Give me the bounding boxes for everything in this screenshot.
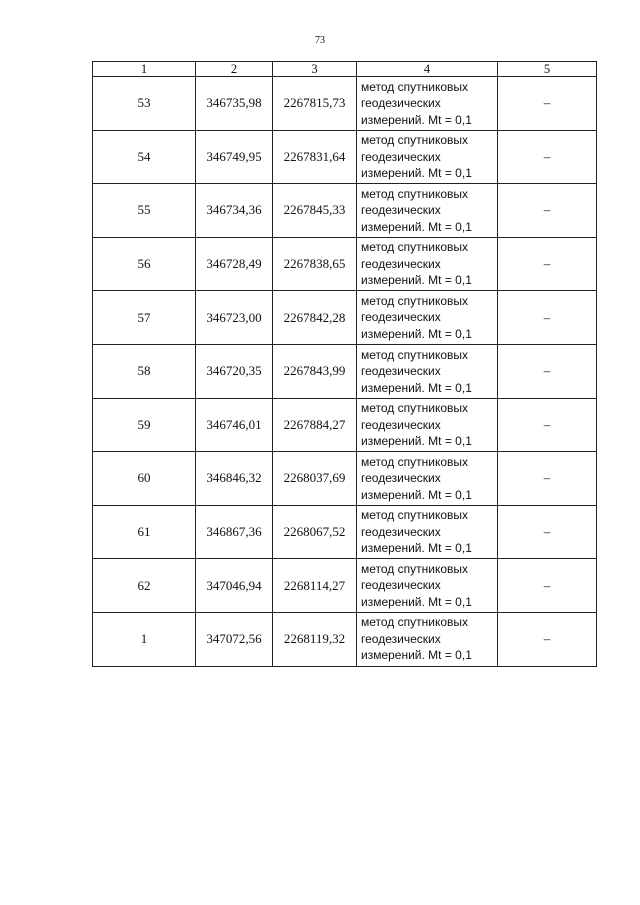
coordinate-y: 2267815,73 [273,77,357,131]
method-cell [357,77,498,131]
method-line-1: метод спутниковых [361,293,469,308]
note-cell: – [498,505,597,559]
method-line-1: метод спутниковых [361,186,469,201]
method-line-3: измерений. Mt = 0,1 [361,326,472,341]
page-number: 73 [315,35,325,46]
method-cell [357,291,498,345]
method-cell [357,184,498,238]
method-cell [357,612,498,666]
header-col-5: 5 [498,62,597,77]
table-row [93,184,597,238]
method-line-1: метод спутниковых [361,615,469,630]
table-header-row [93,62,597,77]
method-cell [357,452,498,506]
table-row [93,291,597,345]
method-line-2: геодезических [361,578,441,593]
method-line-2: геодезических [361,524,441,539]
coordinate-x: 346749,95 [196,130,273,184]
point-number: 62 [93,559,196,613]
method-line-3: измерений. Mt = 0,1 [361,219,472,234]
method-line-3: измерений. Mt = 0,1 [361,487,472,502]
coordinate-x: 347072,56 [196,612,273,666]
table-row [93,612,597,666]
table-row [93,237,597,291]
note-cell: – [498,130,597,184]
table-row [93,130,597,184]
note-cell: – [498,559,597,613]
method-line-2: геодезических [361,310,441,325]
method-line-3: измерений. Mt = 0,1 [361,380,472,395]
point-number: 54 [93,130,196,184]
coordinate-y: 2267843,99 [273,344,357,398]
note-cell: – [498,452,597,506]
point-number: 59 [93,398,196,452]
table-row [93,398,597,452]
note-cell: – [498,344,597,398]
coordinate-x: 346735,98 [196,77,273,131]
coordinate-y: 2268067,52 [273,505,357,559]
coordinate-y: 2267838,65 [273,237,357,291]
coordinate-y: 2267831,64 [273,130,357,184]
coordinate-x: 346723,00 [196,291,273,345]
method-line-1: метод спутниковых [361,240,469,255]
coordinate-y: 2267884,27 [273,398,357,452]
coordinate-x: 346720,35 [196,344,273,398]
method-cell [357,559,498,613]
method-line-3: измерений. Mt = 0,1 [361,166,472,181]
method-line-3: измерений. Mt = 0,1 [361,273,472,288]
header-col-3: 3 [273,62,357,77]
method-line-2: геодезических [361,631,441,646]
point-number: 55 [93,184,196,238]
method-line-2: геодезических [361,417,441,432]
point-number: 57 [93,291,196,345]
note-cell: – [498,612,597,666]
method-line-3: измерений. Mt = 0,1 [361,434,472,449]
point-number: 56 [93,237,196,291]
point-number: 58 [93,344,196,398]
table-row [93,452,597,506]
method-line-2: геодезических [361,256,441,271]
method-cell [357,398,498,452]
table-row [93,344,597,398]
table-row [93,77,597,131]
header-col-2: 2 [196,62,273,77]
header-col-4: 4 [357,62,498,77]
coordinate-x: 346846,32 [196,452,273,506]
point-number: 1 [93,612,196,666]
table-row [93,505,597,559]
method-line-1: метод спутниковых [361,79,469,94]
coordinate-x: 346734,36 [196,184,273,238]
method-line-1: метод спутниковых [361,133,469,148]
coordinates-table [92,61,597,667]
method-line-2: геодезических [361,364,441,379]
method-line-1: метод спутниковых [361,401,469,416]
header-col-1: 1 [93,62,196,77]
method-line-3: измерений. Mt = 0,1 [361,112,472,127]
table-row [93,559,597,613]
coordinate-y: 2268114,27 [273,559,357,613]
method-line-3: измерений. Mt = 0,1 [361,648,472,663]
method-line-1: метод спутниковых [361,561,469,576]
coordinate-x: 346728,49 [196,237,273,291]
method-line-2: геодезических [361,203,441,218]
method-cell [357,505,498,559]
note-cell: – [498,291,597,345]
method-line-2: геодезических [361,149,441,164]
note-cell: – [498,77,597,131]
coordinate-y: 2268037,69 [273,452,357,506]
method-line-1: метод спутниковых [361,508,469,523]
note-cell: – [498,237,597,291]
method-line-1: метод спутниковых [361,347,469,362]
method-line-2: геодезических [361,96,441,111]
coordinate-y: 2268119,32 [273,612,357,666]
point-number: 61 [93,505,196,559]
method-line-3: измерений. Mt = 0,1 [361,594,472,609]
note-cell: – [498,398,597,452]
method-line-3: измерений. Mt = 0,1 [361,541,472,556]
point-number: 60 [93,452,196,506]
coordinate-x: 346746,01 [196,398,273,452]
coordinate-y: 2267845,33 [273,184,357,238]
coordinate-x: 346867,36 [196,505,273,559]
coordinate-y: 2267842,28 [273,291,357,345]
method-cell [357,130,498,184]
method-line-2: геодезических [361,471,441,486]
coordinate-x: 347046,94 [196,559,273,613]
note-cell: – [498,184,597,238]
method-cell [357,344,498,398]
method-cell [357,237,498,291]
method-line-1: метод спутниковых [361,454,469,469]
point-number: 53 [93,77,196,131]
